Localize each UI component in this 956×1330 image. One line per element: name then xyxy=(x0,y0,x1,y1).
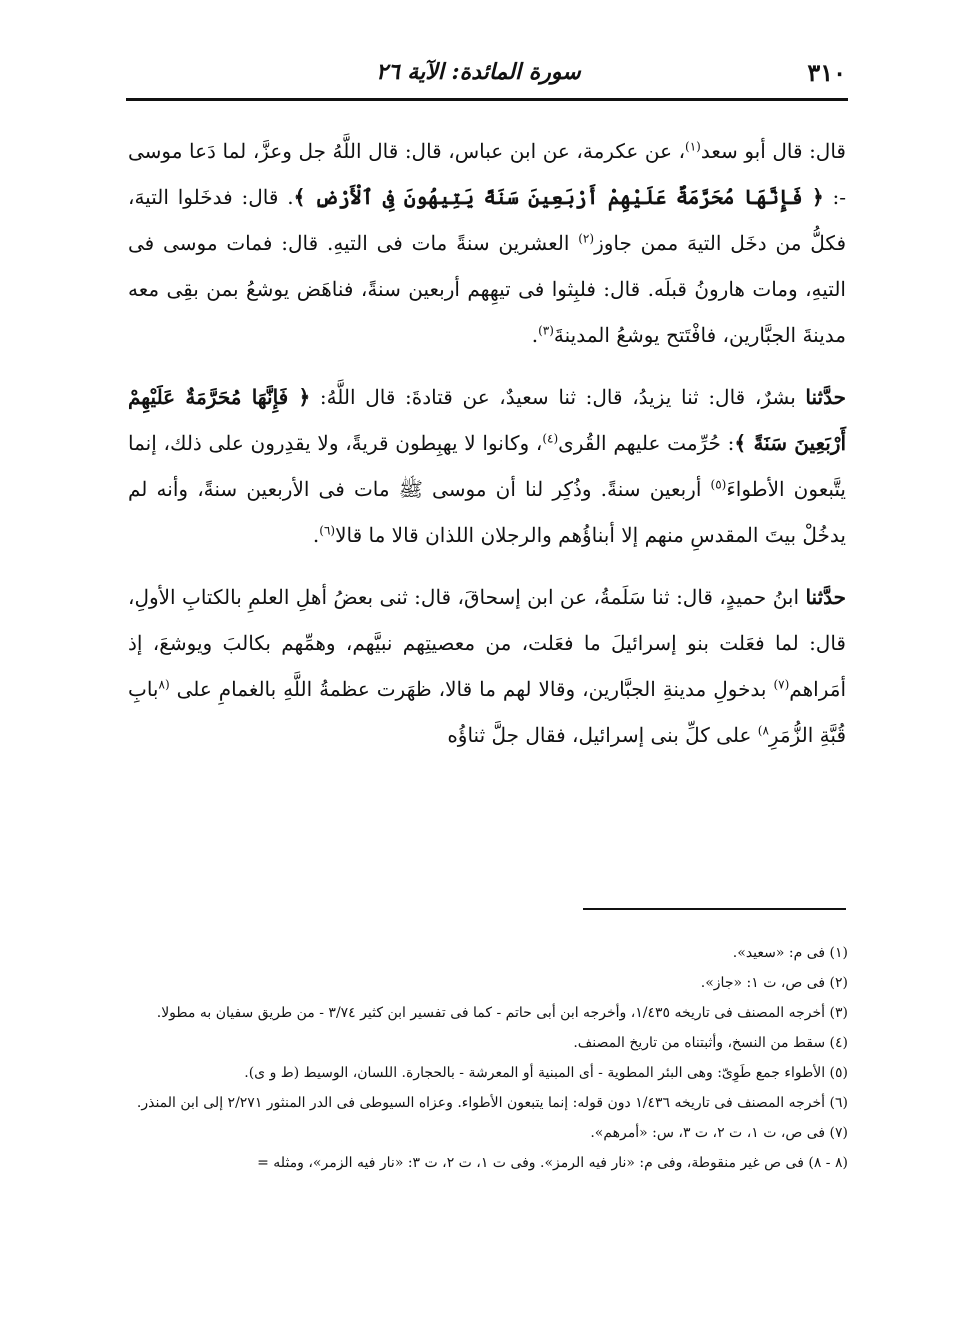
body-text xyxy=(128,128,846,758)
paragraph-lead: حدَّثنا xyxy=(805,585,846,609)
text-run: بشرٌ، قال: ثنا يزيدُ، قال: ثنا سعيدٌ، عن قتادةَ: قال اللَّهُ: xyxy=(310,385,806,409)
text-run: . قال: فدخَلوا التيهَ، فكلُّ من دخَل التيهَ ممن جاوز xyxy=(128,185,846,255)
footnote-item: (٥) الأطواء جمع طَوِىّ: وهى البئر المطوية - أى المبنية أو المعرشة - بالحجارة. اللسان، الوسيط (ط و ى). xyxy=(244,1065,848,1081)
text-run: بابِ قُبَّةِ الزُّمَرِ xyxy=(128,677,846,747)
footnote-marker: (٦) xyxy=(319,523,336,538)
footnote-marker: (٨ xyxy=(158,677,170,692)
footnote-separator xyxy=(583,908,846,910)
running-title: سورة المائدة: الآية ٢٦ xyxy=(376,59,581,85)
quran-quote: ﴿ فَإِنَّهَا مُحَرَّمَةٌ عَلَيْهِمْ أَرْبَعِينَ سَنَةً ﴾ xyxy=(128,385,846,455)
text-run: قال: قال أبو سعد xyxy=(700,139,846,163)
paragraph xyxy=(128,374,846,558)
text-run: ، عن عكرمة، عن ابن عباس، قال: قال اللَّهُ جل وعزَّ، لما دَعا موسى -: xyxy=(128,139,847,209)
paragraph xyxy=(128,574,846,758)
text-run: . xyxy=(312,523,320,547)
page-header xyxy=(126,52,846,92)
paragraph-lead: حدَّثنا xyxy=(805,385,846,409)
text-run: . xyxy=(531,323,539,347)
footnote-item: (٦) أخرجه المصنف فى تاريخه ١/٤٣٦ دون قوله: إنما يتبعون الأطواء. وعزاه السيوطى فى الدر المنثور ٢/٢٧١ إلى ابن المنذر. xyxy=(136,1095,848,1111)
footnote-marker: (٢) xyxy=(578,231,595,246)
footnote-marker: (٤) xyxy=(542,431,559,446)
footnote-marker: (٣) xyxy=(538,323,554,338)
footnotes xyxy=(128,938,848,1178)
text-run: على كلِّ بنى إسرائيل، فقال جلَّ ثناؤُه xyxy=(447,723,758,747)
footnote-marker: (٥) xyxy=(710,477,727,492)
footnote-item: (٨ - ٨) فى ص غير منقوطة، وفى م: «نار فيه الرمز». وفى ت ١، ت ٢، ت ٣: «نار فيه الزمر»، ومثله = xyxy=(257,1155,848,1171)
text-run: أربعين سنةً. وذُكِر لنا أن موسى ﷺ مات فى الأربعين سنةً، وأنه لم يدخُلْ بيتَ المقدسِ منهم إلا أبناؤُهم والرجلان اللذان قالا ما قالا xyxy=(128,477,846,547)
text-run: ابنُ حميدٍ، قال: ثنا سَلَمةُ، عن ابن إسحاقَ، قال: ثنى بعضُ أهلِ العلمِ بالكتابِ الأولِ، قال: لما فعَلت بنو إسرائيلَ ما فعَلت، من معصيتِهم نبيَّهم، وهمِّهم بكالبَ ويوشعَ، إذ أمَراهم xyxy=(128,585,846,701)
quran-quote: ﴿ فَإِنَّهَا مُحَرَّمَةٌ عَلَيْهِمْ أَرْبَعِينَ سَنَةً يَتِيهُونَ فِى ٱلْأَرْضِ ﴾ xyxy=(293,185,824,209)
page-number: ٣١٠ xyxy=(807,57,846,87)
footnote-item: (٢) فى ص، ت ١: «جاز». xyxy=(700,975,848,991)
text-run: العشرين سنةً مات فى التيهِ. قال: فمات موسى فى التيهِ، ومات هارونُ قبلَه. قال: فلبِثوا فى تيهِهم أربعين سنةً، فناهَض يوشعُ بمن بقِى معه مدينةَ الجبَّارين، فافْتَتح يوشعُ المدينةَ xyxy=(128,231,846,347)
text-run: : حُرِّمت عليهم القُرى xyxy=(558,431,735,455)
footnote-item: (٤) سقط من النسخ، وأثبتناه من تاريخ المصنف. xyxy=(573,1035,848,1051)
text-run: بدخولِ مدينةِ الجبَّارين، وقالا لهم ما قالا، ظهَرت عظمةُ اللَّهِ بالغمامِ على xyxy=(169,677,774,701)
paragraph xyxy=(128,128,846,358)
footnote-marker: ٨) xyxy=(757,723,769,738)
footnote-marker: (١) xyxy=(685,139,701,154)
footnote-item: (٣) أخرجه المصنف فى تاريخه ١/٤٣٥، وأخرجه ابن أبى حاتم - كما فى تفسير ابن كثير ٣/٧٤ - من طريق سفيان به مطولا. xyxy=(156,1005,848,1021)
footnote-item: (١) فى م: «سعيد». xyxy=(732,945,848,961)
text-run: ، وكانوا لا يهبِطون قريةً، ولا يقدِرون على ذلك، إنما يتَّبعون الأطواءَ xyxy=(128,431,846,501)
footnote-marker: (٧) xyxy=(773,677,790,692)
footnote-item: (٧) فى ص، ت ١، ت ٢، ت ٣، س: «أمرهم». xyxy=(590,1125,848,1141)
header-rule xyxy=(126,98,848,101)
